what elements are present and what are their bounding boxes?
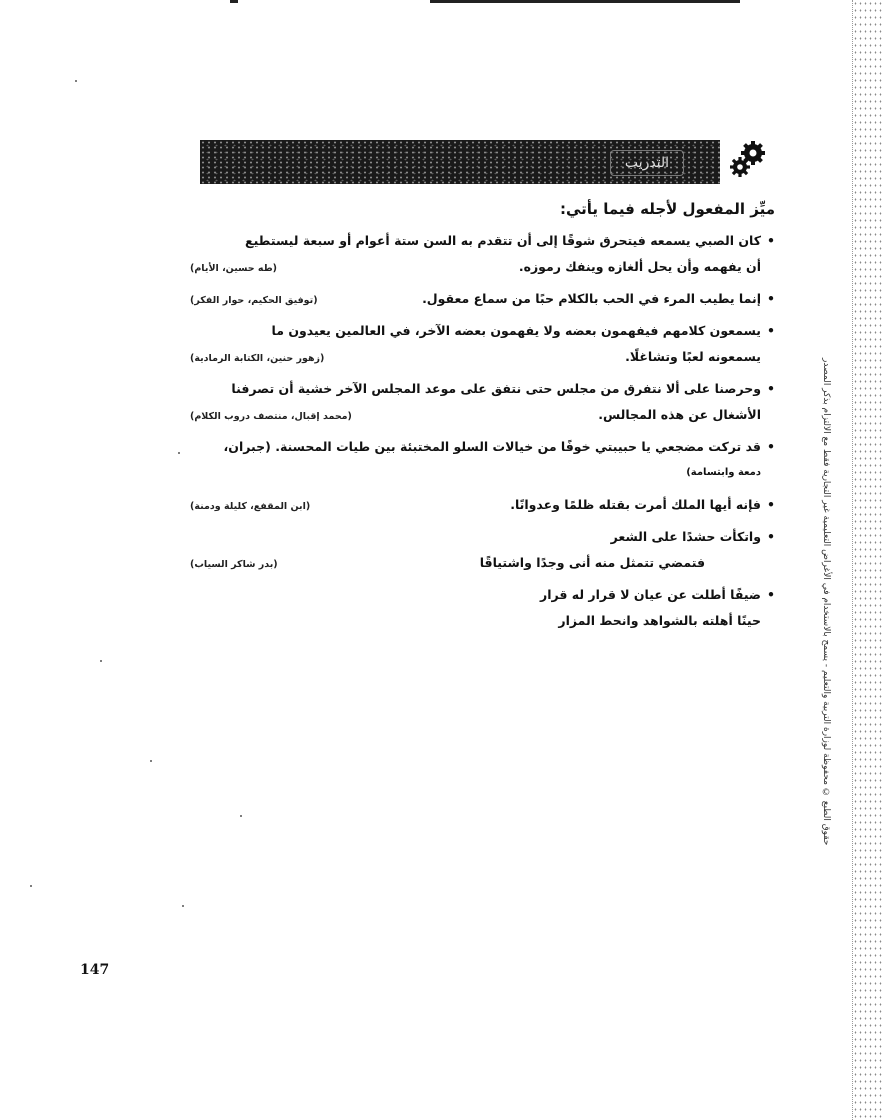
- item-text: •وحرصنا على ألا نتفرق من مجلس حتى نتفق على موعد المجلس الآخر خشية أن تصرفنا: [231, 381, 775, 396]
- attribution: (زهور حنين، الكتابة الرمادية): [190, 353, 325, 364]
- item-text: •واتكأت حشدًا على الشعر: [610, 529, 775, 544]
- exercise-content: [190, 200, 775, 640]
- item-text: •كان الصبي يسمعه فيتحرق شوقًا إلى أن تتقدم به السن ستة أعوام أو سبعة ليستطيع: [245, 233, 775, 248]
- attribution: (ابن المقفع، كليلة ودمنة): [190, 501, 311, 512]
- item-text: يسمعونه لعبًا وتشاغلًا.: [625, 349, 761, 364]
- gears-icon: [726, 137, 770, 181]
- scan-speck: [182, 905, 184, 907]
- attribution: (طه حسين، الأيام): [190, 263, 277, 274]
- scan-speck: [178, 452, 180, 454]
- scan-speck: [75, 80, 77, 82]
- scan-speck: [30, 885, 32, 887]
- item-text: حينًا أهلته بالشواهد وانحط المزار: [558, 613, 761, 628]
- item-text: •قد تركت مضجعي يا حبيبتي خوفًا من خيالات السلو المختبئة بين طيات المحسنة. (جبران،: [223, 439, 775, 454]
- item-text: •يسمعون كلامهم فيفهمون بعضه ولا يفهمون بعضه الآخر، في العالمين يعيدون ما: [271, 323, 775, 338]
- exercise-question: ميِّز المفعول لأجله فيما يأتي:: [559, 200, 775, 218]
- item-text: •ضيفًا أطلت عن عيان لا قرار له قرار: [540, 587, 775, 602]
- exercise-item: [190, 492, 775, 518]
- section-title: التدريب: [610, 150, 684, 176]
- scan-speck: [100, 660, 102, 662]
- top-edge-mark: [230, 0, 238, 3]
- exercise-item: [190, 318, 775, 370]
- exercise-item: [190, 524, 775, 576]
- exercise-item: [190, 434, 775, 486]
- exercise-item: [190, 376, 775, 428]
- side-copyright-note: حقوق الطبع © محفوظة لوزارة التربية والتعليم - يسمح بالاستخدام في الأغراض التعليمية غير التجارية فقط مع الالتزام بذكر المصدر: [821, 357, 831, 845]
- item-text: فتمضي تتمثل منه أنى وجدًا واشتياقًا: [479, 555, 705, 570]
- item-text: •فإنه أيها الملك أمرت بقتله ظلمًا وعدوانًا.: [510, 497, 775, 512]
- top-edge-rule: [430, 0, 740, 3]
- page-number: 147: [80, 962, 110, 978]
- item-text: الأشغال عن هذه المجالس.: [598, 407, 761, 422]
- item-text: أن يفهمه وأن يحل ألغازه وينفك رموزه.: [518, 259, 761, 274]
- item-text: •إنما يطيب المرء في الحب بالكلام حبًا من سماع معقول.: [422, 291, 775, 306]
- scan-speck: [240, 815, 242, 817]
- exercise-item: [190, 228, 775, 280]
- scan-speck: [150, 760, 152, 762]
- right-margin-dots: [852, 0, 883, 1120]
- attribution: (توفيق الحكيم، حوار الفكر): [190, 295, 318, 306]
- item-text: دمعة وابتسامة): [686, 467, 761, 478]
- attribution: (محمد إقبال، منتصف دروب الكلام): [190, 411, 352, 422]
- attribution: (بدر شاكر السياب): [190, 559, 278, 570]
- exercise-item: [190, 582, 775, 634]
- exercise-item: [190, 286, 775, 312]
